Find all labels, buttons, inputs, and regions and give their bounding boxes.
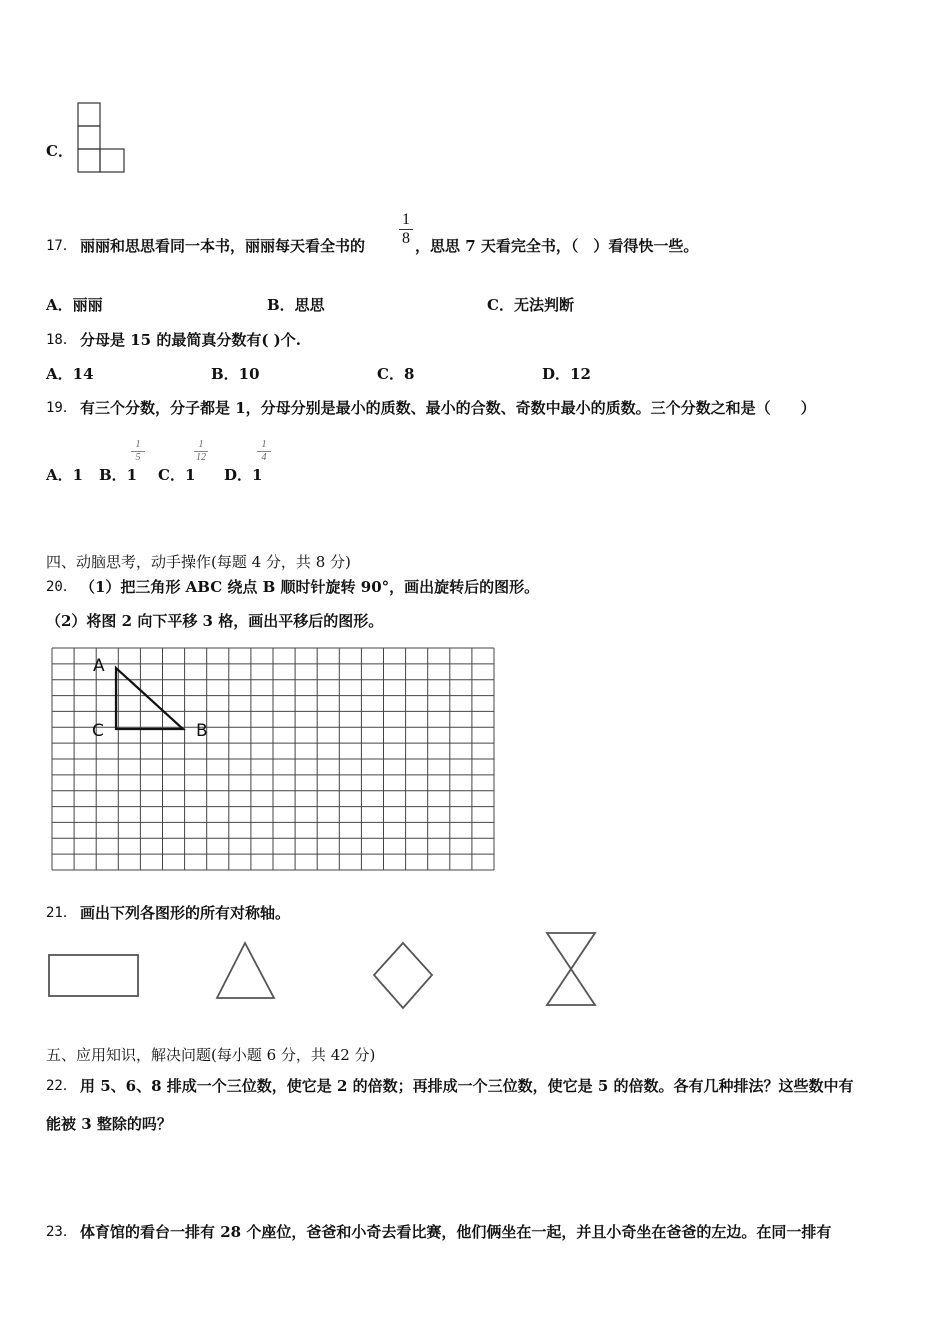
q20-triangle-abc (116, 668, 183, 729)
q19-option-b-fraction-num: 1 (135, 439, 141, 450)
section-4-title: 四、动脑思考，动手操作(每题 4 分，共 8 分) (46, 553, 351, 571)
q17-fraction-numerator: 1 (402, 211, 410, 228)
q19-option-d-fraction-den: 4 (261, 452, 267, 463)
q19-number: 19． (46, 400, 77, 416)
q21-triangle-shape (214, 940, 278, 1002)
q21-hourglass-shape (544, 930, 600, 1010)
q19-option-d-fraction (257, 440, 271, 463)
q23-number: 23． (46, 1224, 77, 1240)
q22-line1: 用 5、6、8 排成一个三位数，使它是 2 的倍数；再排成一个三位数，使它是 5 的倍数。各有几种排法？这些数中有 (80, 1077, 854, 1095)
q19-option-b-fraction (131, 440, 145, 463)
q20-grid-lines (52, 648, 494, 870)
q21-text: 画出下列各图形的所有对称轴。 (80, 904, 291, 922)
q19-option-c-fraction-den: 12 (196, 452, 206, 463)
q20-part1: （1）把三角形 ABC 绕点 B 顺时针旋转 90°，画出旋转后的图形。 (80, 578, 540, 596)
q18-option-c[interactable]: C．8 (377, 365, 415, 383)
section-5-title: 五、应用知识，解决问题(每小题 6 分，共 42 分) (46, 1046, 376, 1064)
q22-line2: 能被 3 整除的吗？ (46, 1115, 172, 1133)
q17-option-b[interactable]: B．思思 (267, 296, 325, 314)
q19-option-b-fraction-den: 5 (135, 452, 141, 463)
q17-text-a: 丽丽和思思看同一本书，丽丽每天看全书的 (80, 237, 366, 255)
q17-number: 17． (46, 238, 77, 254)
q20-grid-figure (50, 646, 498, 874)
q22-number: 22． (46, 1078, 77, 1094)
q20-part2: （2）将图 2 向下平移 3 格，画出平移后的图形。 (46, 612, 384, 630)
q19-option-a[interactable]: A．1 (46, 466, 84, 484)
q19-option-c[interactable]: C．1 (158, 466, 196, 484)
q20-label-a: A (93, 656, 105, 676)
q18-option-b[interactable]: B．10 (211, 365, 260, 383)
q17-fraction-denominator: 8 (402, 230, 410, 247)
q17-option-a[interactable]: A．丽丽 (46, 296, 103, 314)
q18-text: 分母是 15 的最简真分数有( )个. (80, 331, 301, 349)
q17-fraction (399, 212, 413, 247)
q20-number: 20． (46, 579, 77, 595)
q16-option-c-label: C． (46, 142, 73, 160)
q19-option-d-fraction-num: 1 (261, 439, 267, 450)
q23-text: 体育馆的看台一排有 28 个座位，爸爸和小奇去看比赛，他们俩坐在一起，并且小奇坐在爸爸的左边。在同一排有 (80, 1223, 832, 1241)
q21-number: 21． (46, 905, 77, 921)
q19-option-c-fraction-num: 1 (198, 439, 204, 450)
q18-option-a[interactable]: A．14 (46, 365, 94, 383)
q20-label-c: C (92, 721, 104, 741)
q18-number: 18． (46, 332, 77, 348)
q19-option-b[interactable]: B．1 (99, 466, 138, 484)
q19-text: 有三个分数，分子都是 1，分母分别是最小的质数、最小的合数、奇数中最小的质数。三个分数之和是（ ） (80, 399, 816, 417)
q16-l-block-figure (76, 102, 126, 174)
q18-option-d[interactable]: D．12 (542, 365, 591, 383)
q19-option-c-fraction (194, 440, 208, 463)
q19-option-d[interactable]: D．1 (224, 466, 263, 484)
q17-text-b: ，思思 7 天看完全书，（ ）看得快一些。 (415, 237, 699, 255)
q20-label-b: B (196, 721, 208, 741)
q21-rhombus-shape (371, 940, 435, 1012)
q21-rectangle-shape (46, 952, 142, 1000)
q17-option-c[interactable]: C．无法判断 (487, 296, 574, 314)
